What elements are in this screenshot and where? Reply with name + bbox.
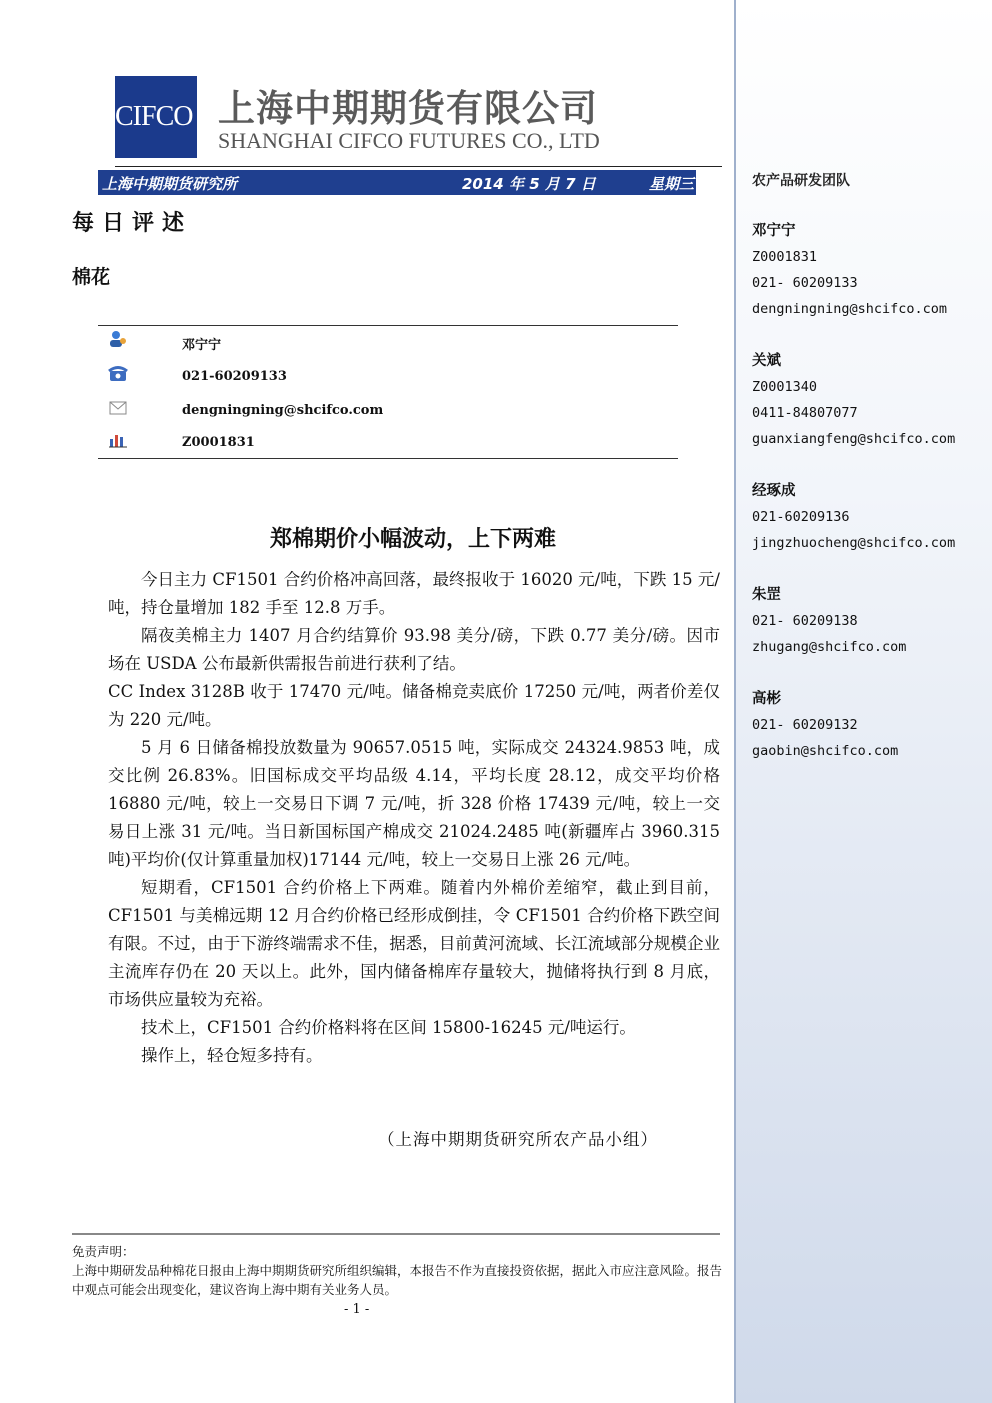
bar-chart-icon: [108, 431, 128, 449]
member-phone: 021- 60209132: [752, 717, 858, 733]
team-member: [752, 348, 955, 452]
section-title: 每日评述: [72, 210, 193, 236]
page-number: - 1 -: [344, 1302, 370, 1317]
header-rule: [115, 166, 722, 167]
member-name: 经琢成: [752, 483, 796, 499]
article-headline: 郑棉期价小幅波动，上下两难: [269, 527, 556, 552]
paragraph: CC Index 3128B 收于 17470 元/吨。储备棉竞卖底价 17250 元/吨，两者价差仅为 220 元/吨。: [108, 682, 720, 729]
company-name-cn: 上海中期期货有限公司: [218, 87, 598, 130]
paragraph: 隔夜美棉主力 1407 月合约结算价 93.98 美分/磅，下跌 0.77 美分/磅。因市场在 USDA 公布最新供需报告前进行获利了结。: [108, 626, 720, 673]
member-name: 朱罡: [752, 587, 781, 603]
person-icon: [108, 330, 128, 348]
team-member: [752, 686, 898, 764]
report-header-bar: [98, 170, 696, 195]
product-name: 棉花: [72, 266, 111, 288]
research-team-sidebar: [734, 0, 992, 1403]
telephone-icon: [108, 365, 128, 383]
sidebar-title: 农产品研发团队: [752, 173, 850, 189]
team-member: [752, 218, 947, 322]
member-email[interactable]: guanxiangfeng@shcifco.com: [752, 431, 956, 447]
paragraph: 5 月 6 日储备棉投放数量为 90657.0515 吨，实际成交 24324.9853 吨，成交比例 26.83%。旧国标成交平均品级 4.14，平均长度 28.12，成交平均价格 16880 元/吨，较上一交易日下调 7 元/吨，折 328 价格 17439 元/吨，较上一交易日上涨 31 元/吨。当日新国标国产棉成交 21024.2485 吨(新疆库占 3960.315 吨)平均价(仅计算重量加权)17144 元/吨，较上一交易日上涨 26 元/吨。: [108, 738, 720, 869]
member-license: Z0001340: [752, 379, 818, 395]
member-name: 高彬: [752, 691, 781, 707]
member-email[interactable]: gaobin@shcifco.com: [752, 743, 899, 759]
disclaimer: [72, 1242, 722, 1299]
institute-name: 上海中期期货研究所: [102, 175, 238, 193]
contact-box-top-rule: [98, 325, 678, 326]
article-body: [108, 566, 720, 1070]
member-phone: 0411-84807077: [752, 405, 858, 421]
footer-rule: [72, 1233, 720, 1235]
member-name: 关斌: [752, 353, 781, 369]
member-email[interactable]: dengningning@shcifco.com: [752, 301, 948, 317]
signature: （上海中期期货研究所农产品小组）: [378, 1130, 658, 1149]
member-phone: 021- 60209138: [752, 613, 858, 629]
member-email[interactable]: jingzhuocheng@shcifco.com: [752, 535, 956, 551]
paragraph: 技术上，CF1501 合约价格料将在区间 15800-16245 元/吨运行。: [141, 1018, 636, 1037]
disclaimer-text: 上海中期研发品种棉花日报由上海中期期货研究所组织编辑，本报告不作为直接投资依据，据此入市应注意风险。报告中观点可能会出现变化，建议咨询上海中期有关业务人员。: [72, 1263, 723, 1297]
company-logo-mark: CIFCO: [115, 76, 197, 158]
disclaimer-label: 免责声明：: [72, 1244, 135, 1259]
team-member: [752, 582, 906, 660]
contact-phone: 021-60209133: [182, 369, 287, 384]
envelope-icon: [108, 399, 128, 417]
paragraph: 今日主力 CF1501 合约价格冲高回落，最终报收于 16020 元/吨，下跌 15 元/吨，持仓量增加 182 手至 12.8 万手。: [108, 570, 720, 617]
member-phone: 021- 60209133: [752, 275, 858, 291]
contact-box-bottom-rule: [98, 458, 678, 459]
member-license: Z0001831: [752, 249, 818, 265]
report-date: 2014 年 5 月 7 日: [462, 175, 596, 193]
contact-license: Z0001831: [182, 435, 255, 450]
contact-name: 邓宁宁: [182, 338, 222, 353]
member-name: 邓宁宁: [752, 223, 796, 239]
paragraph: 短期看，CF1501 合约价格上下两难。随着内外棉价差缩窄，截止到目前，CF1501 与美棉远期 12 月合约价格已经形成倒挂，令 CF1501 合约价格下跌空间有限。不过，由于下游终端需求不佳，据悉，目前黄河流域、长江流域部分规模企业主流库存仍在 20 天以上。此外，国内储备棉库存量较大，抛储将执行到 8 月底，市场供应量较为充裕。: [108, 878, 720, 1009]
member-email[interactable]: zhugang@shcifco.com: [752, 639, 907, 655]
member-phone: 021-60209136: [752, 509, 850, 525]
contact-email[interactable]: dengningning@shcifco.com: [182, 403, 384, 418]
paragraph: 操作上，轻仓短多持有。: [141, 1046, 323, 1065]
company-name-en: SHANGHAI CIFCO FUTURES CO., LTD: [218, 128, 600, 153]
report-weekday: 星期三: [648, 175, 694, 193]
